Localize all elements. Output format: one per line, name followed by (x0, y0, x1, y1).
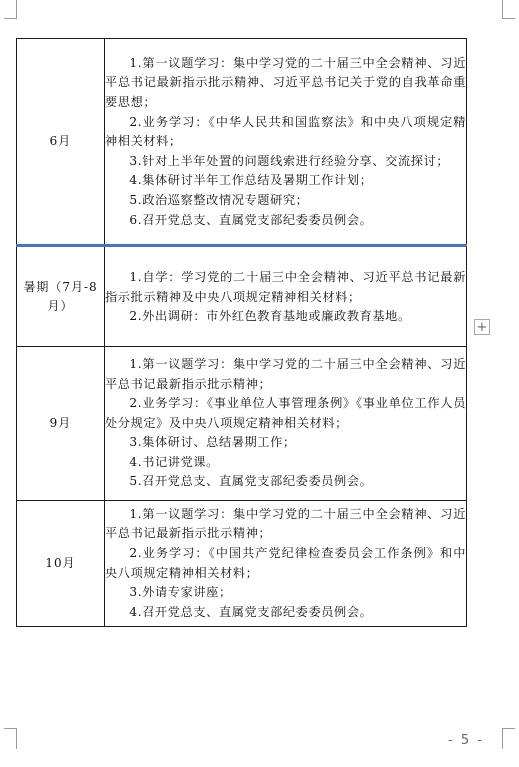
list-item: 6.召开党总支、直属党支部纪委委员例会。 (129, 212, 373, 227)
list-item: 3.集体研讨、总结暑期工作； (129, 435, 296, 450)
crop-mark-bottom-left (4, 728, 17, 749)
list-item: 4.集体研讨半年工作总结及暑期工作计划； (129, 173, 373, 188)
list-item: 3.针对上半年处置的问题线索进行经验分享、交流探讨； (129, 153, 450, 168)
list-item: 4.召开党总支、直属党支部纪委委员例会。 (129, 604, 373, 619)
list-item: 1.第一议题学习：集中学习党的二十届三中全会精神、习近平总书记最新指示批示精神； (105, 356, 466, 391)
list-item: 2.业务学习：《中华人民共和国监察法》和中央八项规定精神相关材料； (105, 114, 466, 149)
list-item: 2.业务学习：《中国共产党纪律检查委员会工作条例》和中央八项规定精神相关材料； (105, 545, 466, 580)
page-number: - 5 - (448, 733, 484, 748)
list-item: 1.第一议题学习：集中学习党的二十届三中全会精神、习近平总书记最新指示批示精神、习近平总书记关于党的自我革命重要思想； (105, 55, 466, 110)
list-item: 5.召开党总支、直属党支部纪委委员例会。 (129, 474, 373, 489)
crop-mark-top-right (502, 0, 515, 19)
month-label: 暑期（7月-8月） (23, 279, 98, 313)
month-label: 6月 (49, 134, 72, 148)
list-item: 1.自学：学习党的二十届三中全会精神、习近平总书记最新指示批示精神及中央八项规定精神相关材料； (105, 270, 466, 304)
plus-icon: + (476, 320, 488, 335)
list-item: 2.外出调研：市外红色教育基地或廉政教育基地。 (129, 309, 411, 324)
table-row (17, 246, 467, 347)
table-row (17, 39, 467, 246)
month-cell[interactable] (17, 347, 105, 501)
crop-mark-bottom-right (502, 728, 515, 749)
month-label: 9月 (49, 416, 72, 430)
add-row-button[interactable] (474, 319, 490, 335)
month-cell[interactable] (17, 246, 105, 347)
content-cell[interactable] (105, 347, 467, 501)
list-item: 3.外请专家讲座； (129, 585, 232, 600)
month-label: 10月 (45, 556, 76, 570)
month-cell[interactable] (17, 501, 105, 627)
list-item: 2.业务学习：《事业单位人事管理条例》《事业单位工作人员处分规定》及中央八项规定精神相关材料； (105, 396, 466, 430)
month-cell[interactable] (17, 39, 105, 246)
table-row (17, 347, 467, 501)
list-item: 4.书记讲党课。 (129, 454, 219, 469)
crop-mark-top-left (4, 0, 17, 19)
content-cell[interactable] (105, 39, 467, 246)
content-cell[interactable] (105, 246, 467, 347)
table-row (17, 501, 467, 627)
work-plan-table (16, 38, 467, 627)
list-item: 1.第一议题学习：集中学习党的二十届三中全会精神、习近平总书记最新指示批示精神； (105, 506, 466, 541)
content-cell[interactable] (105, 501, 467, 627)
list-item: 5.政治巡察整改情况专题研究； (129, 192, 309, 207)
